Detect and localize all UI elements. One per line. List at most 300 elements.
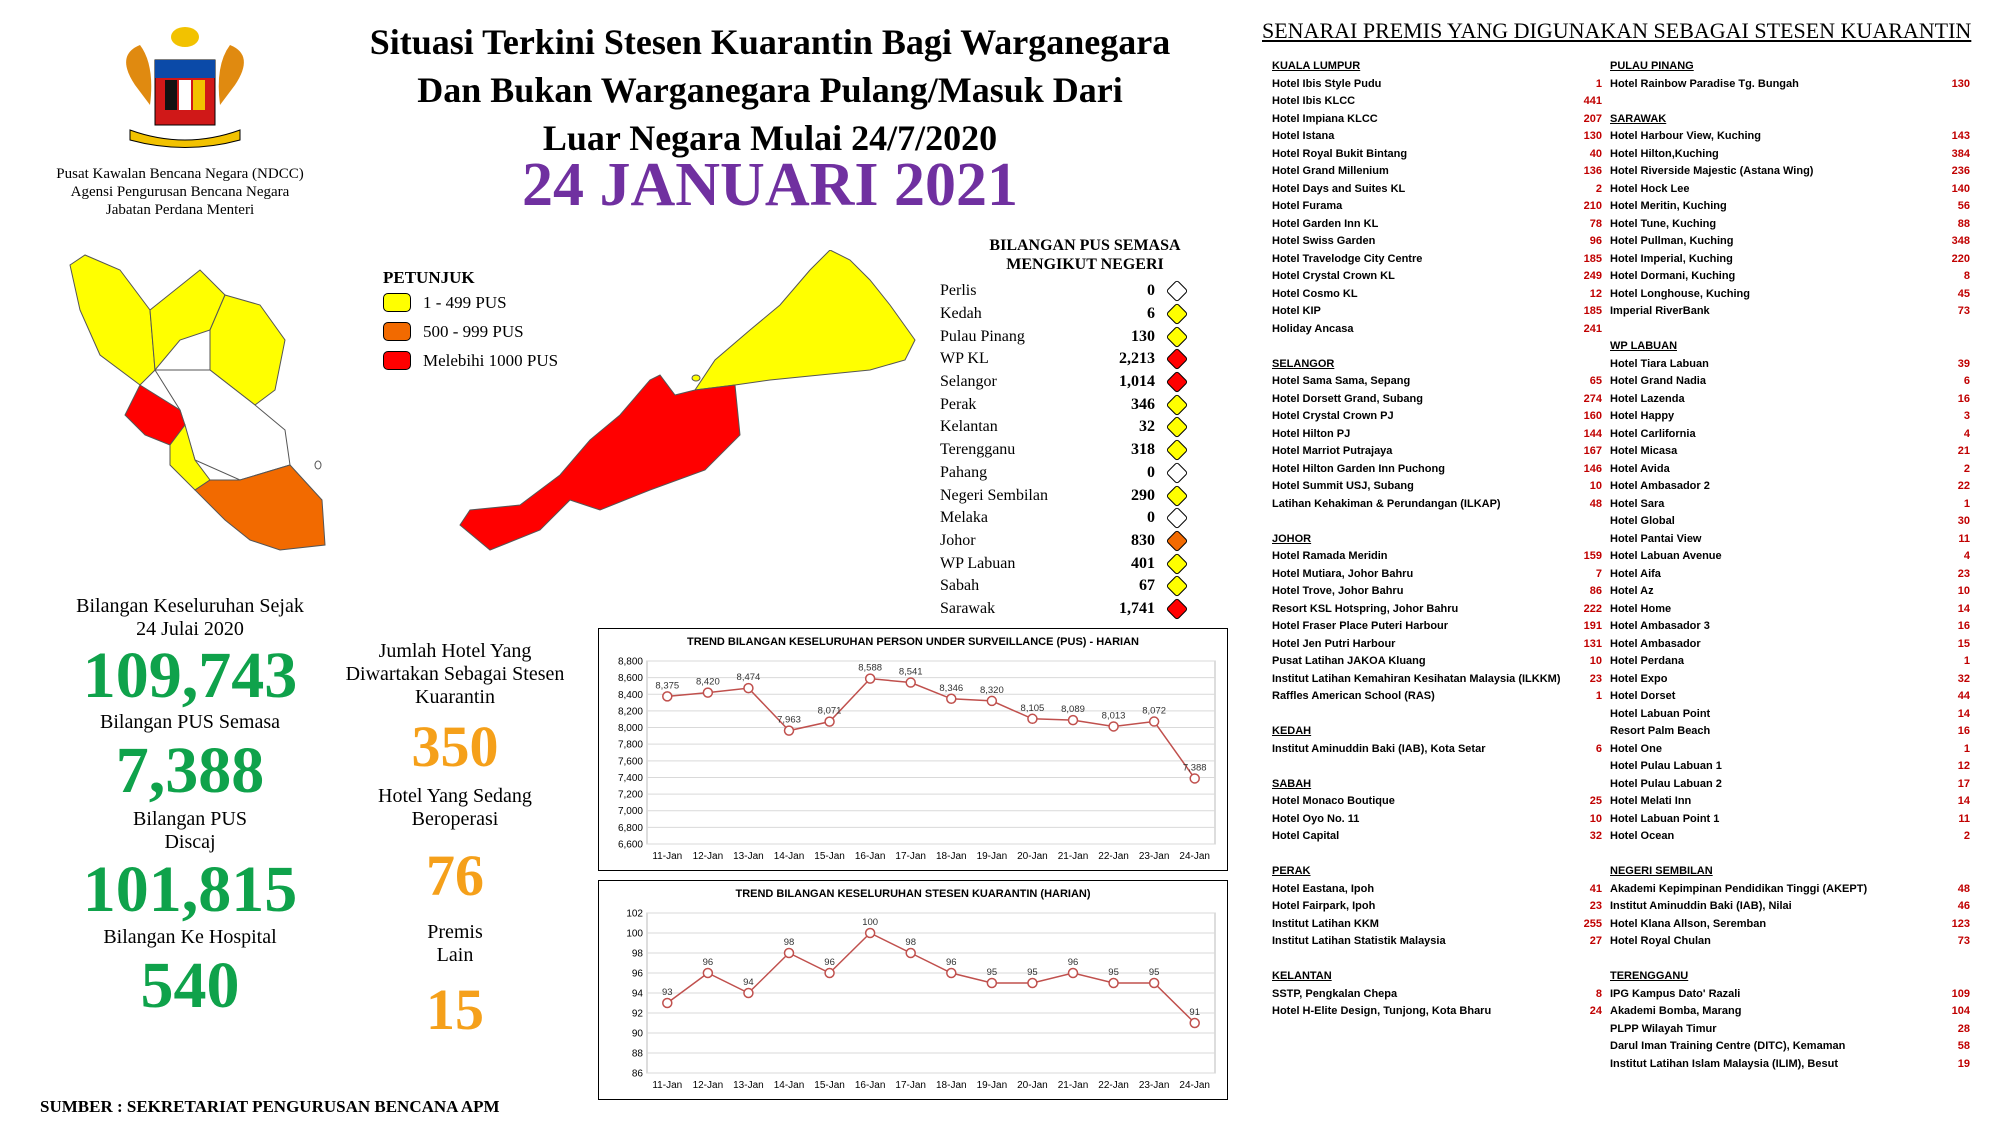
y-tick-label: 7,200 bbox=[617, 789, 643, 801]
premises-count: 131 bbox=[1583, 637, 1602, 650]
premises-name: Hotel Pulau Labuan 1 bbox=[1610, 760, 1722, 772]
x-tick-label: 15-Jan bbox=[814, 851, 845, 862]
premises-name: Hotel Carlifornia bbox=[1610, 427, 1696, 440]
premises-item bbox=[1610, 478, 1970, 496]
premises-name: Hotel Lazenda bbox=[1610, 392, 1685, 405]
premises-name: Hotel Marriot Putrajaya bbox=[1272, 445, 1393, 457]
data-label: 93 bbox=[661, 987, 673, 998]
premises-name: Hotel Perdana bbox=[1610, 655, 1684, 667]
page-title bbox=[330, 18, 1210, 162]
state-name: WP Labuan bbox=[940, 554, 1016, 572]
state-row bbox=[940, 393, 1230, 416]
premises-name: Hotel Dorsett Grand, Subang bbox=[1272, 392, 1423, 405]
premises-item bbox=[1610, 671, 1970, 689]
data-label: 96 bbox=[1067, 957, 1079, 968]
premises-item bbox=[1272, 688, 1602, 706]
y-tick-label: 6,800 bbox=[617, 822, 643, 834]
premises-count: 3 bbox=[1963, 410, 1970, 422]
discharged-label-line: Discaj bbox=[164, 831, 216, 853]
premises-count: 6 bbox=[1963, 375, 1970, 387]
state-value: 0 bbox=[1147, 463, 1155, 481]
data-label: 95 bbox=[986, 967, 998, 978]
premises-count: 185 bbox=[1583, 305, 1602, 317]
state-row bbox=[940, 348, 1230, 371]
state-value: 32 bbox=[1139, 418, 1155, 436]
x-tick-label: 20-Jan bbox=[1017, 851, 1048, 862]
title-line: Luar Negara Mulai 24/7/2020 bbox=[542, 118, 998, 158]
premises-count: 45 bbox=[1957, 287, 1970, 300]
premises-count: 40 bbox=[1589, 147, 1602, 160]
state-level-indicator bbox=[1166, 325, 1189, 348]
current-label: Bilangan PUS Semasa bbox=[100, 711, 280, 733]
premises-name: Hotel Labuan Avenue bbox=[1610, 550, 1722, 562]
premises-item bbox=[1272, 601, 1602, 619]
y-tick-label: 8,200 bbox=[617, 706, 643, 718]
y-tick-label: 7,600 bbox=[617, 756, 643, 768]
agency-line: Pusat Kawalan Bencana Negara (NDCC) bbox=[56, 166, 304, 182]
premises-name: Hotel Imperial, Kuching bbox=[1610, 252, 1733, 265]
premises-name: Hotel Ambasador 3 bbox=[1610, 620, 1710, 632]
premises-group-title: JOHOR bbox=[1272, 532, 1312, 545]
premises-name: Hotel Hilton,Kuching bbox=[1610, 147, 1719, 160]
premises-count: 159 bbox=[1583, 550, 1602, 562]
data-point bbox=[947, 969, 956, 978]
premises-name: Hotel Labuan Point bbox=[1610, 707, 1711, 720]
legend-swatch bbox=[383, 322, 411, 341]
premises-count: 73 bbox=[1957, 935, 1970, 947]
hotels-label bbox=[330, 640, 580, 709]
premises-count: 255 bbox=[1583, 917, 1602, 930]
state-value: 130 bbox=[1131, 327, 1155, 345]
stats-panel-left bbox=[40, 595, 340, 1023]
premises-group bbox=[1610, 968, 1970, 1073]
premises-item bbox=[1610, 216, 1970, 234]
premises-item bbox=[1272, 741, 1602, 759]
premises-item bbox=[1610, 76, 1970, 94]
premises-item bbox=[1610, 1056, 1970, 1074]
state-row bbox=[940, 552, 1230, 575]
data-label: 98 bbox=[783, 937, 795, 948]
premises-item bbox=[1272, 986, 1602, 1004]
station-trend-chart-svg bbox=[599, 881, 1227, 1099]
state-value: 401 bbox=[1131, 554, 1155, 572]
premises-count: 2 bbox=[1963, 830, 1970, 842]
premises-count: 46 bbox=[1957, 900, 1970, 912]
premises-count: 22 bbox=[1957, 480, 1970, 492]
premises-count: 12 bbox=[1589, 287, 1602, 300]
premises-name: Hotel Travelodge City Centre bbox=[1272, 252, 1423, 265]
y-tick-label: 94 bbox=[631, 988, 643, 1000]
premises-item bbox=[1610, 723, 1970, 741]
state-name: Johor bbox=[940, 531, 976, 549]
premises-name: Hotel Aifa bbox=[1610, 567, 1661, 580]
premises-item bbox=[1272, 793, 1602, 811]
x-tick-label: 12-Jan bbox=[692, 1080, 724, 1091]
premises-item bbox=[1272, 303, 1602, 321]
y-tick-label: 96 bbox=[631, 968, 643, 980]
premises-count: 16 bbox=[1957, 725, 1970, 737]
chart-title: TREND BILANGAN KESELURUHAN PERSON UNDER SURVEILLANCE (PUS) - HARIAN bbox=[686, 636, 1140, 648]
y-tick-label: 8,800 bbox=[617, 656, 643, 668]
state-level-indicator bbox=[1166, 371, 1189, 394]
premises-count: 78 bbox=[1589, 217, 1602, 230]
premises-count: 23 bbox=[1589, 672, 1602, 685]
premises-count: 14 bbox=[1957, 602, 1970, 615]
premises-item bbox=[1272, 548, 1602, 566]
premises-count: 348 bbox=[1951, 235, 1970, 247]
state-value: 290 bbox=[1131, 486, 1155, 504]
y-tick-label: 92 bbox=[631, 1008, 643, 1020]
y-tick-label: 8,000 bbox=[617, 723, 643, 735]
x-tick-label: 23-Jan bbox=[1138, 851, 1170, 862]
data-point bbox=[1150, 717, 1159, 726]
plot-area bbox=[647, 661, 1215, 844]
data-point bbox=[703, 969, 712, 978]
premises-count: 65 bbox=[1589, 375, 1602, 387]
data-label: 8,474 bbox=[736, 672, 761, 684]
data-point bbox=[866, 929, 875, 938]
state-row bbox=[940, 484, 1230, 507]
premises-count: 8 bbox=[1963, 270, 1970, 282]
state-level-indicator bbox=[1166, 552, 1189, 575]
premises-name: Hotel Micasa bbox=[1610, 445, 1678, 457]
premises-count: 140 bbox=[1951, 182, 1970, 195]
x-tick-label: 19-Jan bbox=[976, 1080, 1008, 1091]
premises-count: 1 bbox=[1963, 742, 1970, 755]
premises-count: 96 bbox=[1589, 235, 1602, 247]
premises-name: Pusat Latihan JAKOA Kluang bbox=[1272, 655, 1426, 667]
premises-count: 1 bbox=[1963, 497, 1970, 510]
premises-name: Institut Latihan KKM bbox=[1272, 917, 1379, 930]
state-level-indicator bbox=[1166, 348, 1189, 371]
premises-count: 2 bbox=[1595, 182, 1602, 195]
premises-item bbox=[1610, 426, 1970, 444]
premises-item bbox=[1610, 933, 1970, 951]
data-label: 100 bbox=[862, 917, 879, 928]
premises-count: 10 bbox=[1957, 585, 1970, 597]
data-label: 8,588 bbox=[858, 662, 883, 674]
data-label: 95 bbox=[1148, 967, 1160, 978]
coat-of-arms-logo bbox=[95, 25, 275, 150]
data-label: 8,072 bbox=[1142, 705, 1167, 717]
premises-item bbox=[1610, 303, 1970, 321]
premises-group bbox=[1272, 776, 1602, 846]
premises-name: Hotel Ibis Style Pudu bbox=[1272, 77, 1382, 90]
data-point bbox=[866, 674, 875, 683]
premises-name: Akademi Bomba, Marang bbox=[1610, 1005, 1742, 1017]
premises-item bbox=[1272, 933, 1602, 951]
state-value: 318 bbox=[1131, 441, 1155, 459]
premises-count: 56 bbox=[1957, 200, 1970, 212]
premises-item bbox=[1610, 531, 1970, 549]
premises-count: 4 bbox=[1963, 427, 1970, 440]
premises-count: 6 bbox=[1595, 742, 1602, 755]
premises-name: Hotel Crystal Crown PJ bbox=[1272, 410, 1394, 422]
legend-label: Melebihi 1000 PUS bbox=[423, 350, 559, 370]
state-row bbox=[940, 280, 1230, 303]
premises-name: Hotel Tune, Kuching bbox=[1610, 217, 1717, 230]
premises-count: 17 bbox=[1957, 777, 1970, 790]
x-tick-label: 11-Jan bbox=[652, 1080, 683, 1091]
premises-name: Hotel Royal Chulan bbox=[1610, 935, 1711, 947]
premises-item bbox=[1272, 881, 1602, 899]
premises-count: 10 bbox=[1589, 480, 1602, 492]
state-value: 2,213 bbox=[1119, 350, 1155, 368]
premises-item bbox=[1610, 163, 1970, 181]
premises-name: Hotel KIP bbox=[1272, 305, 1321, 317]
premises-item bbox=[1272, 286, 1602, 304]
premises-item bbox=[1272, 181, 1602, 199]
legend-label: 500 - 999 PUS bbox=[423, 321, 524, 341]
data-point bbox=[785, 949, 794, 958]
state-row bbox=[940, 575, 1230, 598]
chart-title: TREND BILANGAN KESELURUHAN STESEN KUARANTIN (HARIAN) bbox=[735, 888, 1091, 900]
state-pus-table bbox=[940, 236, 1230, 620]
premises-name: Hotel Ibis KLCC bbox=[1272, 95, 1356, 107]
premises-group-title: WP LABUAN bbox=[1610, 340, 1678, 352]
hotels-label-line: Jumlah Hotel Yang bbox=[378, 640, 532, 662]
premises-name: SSTP, Pengkalan Chepa bbox=[1272, 987, 1398, 1000]
premises-name: Hotel Expo bbox=[1610, 672, 1668, 685]
y-tick-label: 7,000 bbox=[617, 806, 643, 818]
x-tick-label: 17-Jan bbox=[895, 851, 927, 862]
state-name: Terengganu bbox=[940, 441, 1016, 459]
premises-name: Institut Aminuddin Baki (IAB), Kota Setar bbox=[1272, 742, 1486, 755]
premises-count: 143 bbox=[1951, 130, 1970, 142]
state-name: WP KL bbox=[940, 350, 989, 368]
data-label: 8,346 bbox=[939, 682, 964, 694]
premises-name: Hotel Cosmo KL bbox=[1272, 287, 1358, 300]
data-point bbox=[825, 969, 834, 978]
state-name: Sabah bbox=[940, 577, 980, 595]
premises-group bbox=[1610, 863, 1970, 951]
premises-item bbox=[1610, 461, 1970, 479]
state-value: 1,741 bbox=[1119, 599, 1155, 617]
premises-count: 48 bbox=[1957, 882, 1970, 895]
state-table-title bbox=[940, 236, 1230, 274]
hospital-label: Bilangan Ke Hospital bbox=[103, 926, 277, 948]
premises-item bbox=[1272, 321, 1602, 339]
premises-count: 21 bbox=[1957, 445, 1970, 457]
x-tick-label: 20-Jan bbox=[1017, 1080, 1048, 1091]
data-point bbox=[1190, 1019, 1199, 1028]
pus-trend-chart bbox=[598, 628, 1228, 871]
quarantine-station-trend-chart bbox=[598, 880, 1228, 1100]
state-value: 0 bbox=[1147, 282, 1155, 300]
premises-count: 23 bbox=[1957, 567, 1970, 580]
data-label: 7,963 bbox=[777, 714, 801, 726]
agency-line: Agensi Pengurusan Bencana Negara bbox=[70, 184, 290, 200]
hospital-value: 540 bbox=[140, 949, 240, 1022]
premises-name: Hotel Eastana, Ipoh bbox=[1272, 882, 1375, 895]
premises-count: 130 bbox=[1951, 77, 1970, 90]
premises-item bbox=[1272, 828, 1602, 846]
premises-item bbox=[1610, 916, 1970, 934]
premises-count: 19 bbox=[1957, 1057, 1970, 1070]
premises-item bbox=[1610, 618, 1970, 636]
data-point bbox=[987, 979, 996, 988]
premises-item bbox=[1610, 741, 1970, 759]
discharged-label-line: Bilangan PUS bbox=[133, 808, 247, 830]
state-level-indicator bbox=[1166, 416, 1189, 439]
premises-name: Hotel Hock Lee bbox=[1610, 182, 1690, 195]
data-label: 8,089 bbox=[1061, 704, 1085, 716]
premises-label-line: Lain bbox=[436, 944, 474, 966]
east-malaysia-map bbox=[450, 250, 920, 570]
premises-item bbox=[1610, 496, 1970, 514]
premises-item bbox=[1272, 478, 1602, 496]
operating-label-line: Hotel Yang Sedang bbox=[378, 785, 532, 807]
source-note: SUMBER : SEKRETARIAT PENGURUSAN BENCANA APM bbox=[40, 1097, 500, 1116]
state-value: 346 bbox=[1131, 395, 1155, 413]
legend-swatch bbox=[383, 293, 411, 312]
y-tick-label: 102 bbox=[626, 908, 643, 920]
premises-name: Hotel Pantai View bbox=[1610, 532, 1702, 545]
premises-name: Hotel One bbox=[1610, 742, 1662, 755]
x-tick-label: 17-Jan bbox=[895, 1080, 927, 1091]
premises-item bbox=[1610, 356, 1970, 374]
premises-item bbox=[1610, 986, 1970, 1004]
data-point bbox=[906, 949, 915, 958]
y-tick-label: 98 bbox=[631, 948, 643, 960]
premises-count: 23 bbox=[1589, 900, 1602, 912]
premises-name: Hotel Pullman, Kuching bbox=[1610, 235, 1734, 247]
premises-name: Hotel Global bbox=[1610, 515, 1675, 527]
data-label: 8,420 bbox=[695, 676, 720, 688]
premises-label bbox=[330, 921, 580, 967]
premises-item bbox=[1272, 898, 1602, 916]
premises-count: 249 bbox=[1583, 270, 1602, 282]
stats-panel-middle bbox=[330, 640, 580, 1053]
premises-item bbox=[1610, 1003, 1970, 1021]
premises-item bbox=[1610, 811, 1970, 829]
premises-count: 207 bbox=[1583, 112, 1602, 125]
y-tick-label: 6,600 bbox=[617, 839, 643, 851]
y-tick-label: 90 bbox=[631, 1028, 643, 1040]
premises-item bbox=[1272, 111, 1602, 129]
premises-count: 10 bbox=[1589, 655, 1602, 667]
premises-item bbox=[1610, 443, 1970, 461]
x-tick-label: 23-Jan bbox=[1138, 1080, 1170, 1091]
data-point bbox=[1028, 979, 1037, 988]
premises-name: Hotel H-Elite Design, Tunjong, Kota Bharu bbox=[1272, 1005, 1492, 1017]
total-value: 109,743 bbox=[82, 639, 298, 712]
premises-name: Hotel Avida bbox=[1610, 462, 1670, 475]
premises-group-title: PULAU PINANG bbox=[1610, 60, 1694, 72]
data-point bbox=[906, 678, 915, 687]
premises-name: Hotel Klana Allson, Seremban bbox=[1610, 917, 1767, 930]
premises-name: Hotel Capital bbox=[1272, 830, 1340, 842]
premises-name: Institut Latihan Islam Malaysia (ILIM), Besut bbox=[1610, 1057, 1838, 1070]
premises-item bbox=[1610, 373, 1970, 391]
data-label: 98 bbox=[905, 937, 917, 948]
premises-item bbox=[1610, 128, 1970, 146]
premises-name: Hotel Furama bbox=[1272, 200, 1343, 212]
premises-group-title: PERAK bbox=[1272, 865, 1311, 877]
premises-name: Hotel Melati Inn bbox=[1610, 795, 1692, 807]
premises-name: Hotel Fraser Place Puteri Harbour bbox=[1272, 620, 1449, 632]
x-tick-label: 22-Jan bbox=[1098, 1080, 1129, 1091]
premises-item bbox=[1610, 146, 1970, 164]
premises-count: 384 bbox=[1951, 147, 1970, 160]
data-point bbox=[987, 696, 996, 705]
premises-item bbox=[1272, 566, 1602, 584]
x-tick-label: 14-Jan bbox=[773, 1080, 805, 1091]
data-point bbox=[744, 989, 753, 998]
state-name: Kelantan bbox=[940, 418, 998, 436]
premises-count: 210 bbox=[1583, 200, 1602, 212]
data-point bbox=[663, 692, 672, 701]
premises-item bbox=[1610, 828, 1970, 846]
data-point bbox=[663, 999, 672, 1008]
premises-count: 123 bbox=[1951, 917, 1970, 930]
data-point bbox=[1109, 979, 1118, 988]
state-row bbox=[940, 598, 1230, 621]
state-value: 0 bbox=[1147, 509, 1155, 527]
premises-count: 185 bbox=[1583, 252, 1602, 265]
premises-item bbox=[1272, 163, 1602, 181]
y-tick-label: 100 bbox=[626, 928, 643, 940]
x-tick-label: 13-Jan bbox=[733, 1080, 764, 1091]
premises-count: 11 bbox=[1958, 812, 1970, 825]
premises-name: Hotel Ambasador bbox=[1610, 637, 1701, 650]
premises-name: Hotel Istana bbox=[1272, 130, 1335, 142]
x-tick-label: 14-Jan bbox=[773, 851, 805, 862]
x-tick-label: 24-Jan bbox=[1179, 1080, 1211, 1091]
premises-item bbox=[1610, 583, 1970, 601]
x-tick-label: 16-Jan bbox=[854, 851, 886, 862]
pus-trend-chart-svg bbox=[599, 629, 1227, 870]
data-point bbox=[703, 688, 712, 697]
premises-item bbox=[1272, 373, 1602, 391]
premises-count: 14 bbox=[1957, 707, 1970, 720]
premises-count: 58 bbox=[1957, 1040, 1970, 1052]
y-tick-label: 7,400 bbox=[617, 772, 643, 784]
data-label: 8,320 bbox=[979, 684, 1004, 696]
premises-name: Hotel Oyo No. 11 bbox=[1272, 812, 1360, 825]
premises-name: Hotel Jen Putri Harbour bbox=[1272, 637, 1396, 650]
data-label: 95 bbox=[1108, 967, 1119, 978]
data-label: 8,013 bbox=[1101, 710, 1126, 722]
premises-count: 11 bbox=[1958, 532, 1970, 545]
premises-name: Hotel Monaco Boutique bbox=[1272, 795, 1395, 807]
premises-count: 104 bbox=[1951, 1005, 1970, 1017]
premises-item bbox=[1610, 653, 1970, 671]
state-level-indicator bbox=[1166, 393, 1189, 416]
premises-count: 146 bbox=[1583, 462, 1602, 475]
data-label: 8,105 bbox=[1020, 702, 1045, 714]
state-row bbox=[940, 439, 1230, 462]
premises-name: Institut Latihan Statistik Malaysia bbox=[1272, 935, 1446, 947]
premises-item bbox=[1272, 426, 1602, 444]
state-row bbox=[940, 371, 1230, 394]
premises-item bbox=[1272, 408, 1602, 426]
premises-count: 73 bbox=[1957, 305, 1970, 317]
premises-item bbox=[1610, 198, 1970, 216]
premises-count: 32 bbox=[1589, 830, 1602, 842]
premises-item bbox=[1272, 76, 1602, 94]
x-tick-label: 24-Jan bbox=[1179, 851, 1211, 862]
x-tick-label: 13-Jan bbox=[733, 851, 764, 862]
premises-name: Hotel Fairpark, Ipoh bbox=[1272, 900, 1376, 912]
data-label: 95 bbox=[1027, 967, 1038, 978]
premises-item bbox=[1272, 233, 1602, 251]
premises-name: Hotel Riverside Majestic (Astana Wing) bbox=[1610, 165, 1814, 177]
premises-count: 160 bbox=[1583, 410, 1602, 422]
premises-item bbox=[1610, 548, 1970, 566]
premises-group bbox=[1272, 863, 1602, 951]
premises-name: Hotel Longhouse, Kuching bbox=[1610, 287, 1750, 300]
